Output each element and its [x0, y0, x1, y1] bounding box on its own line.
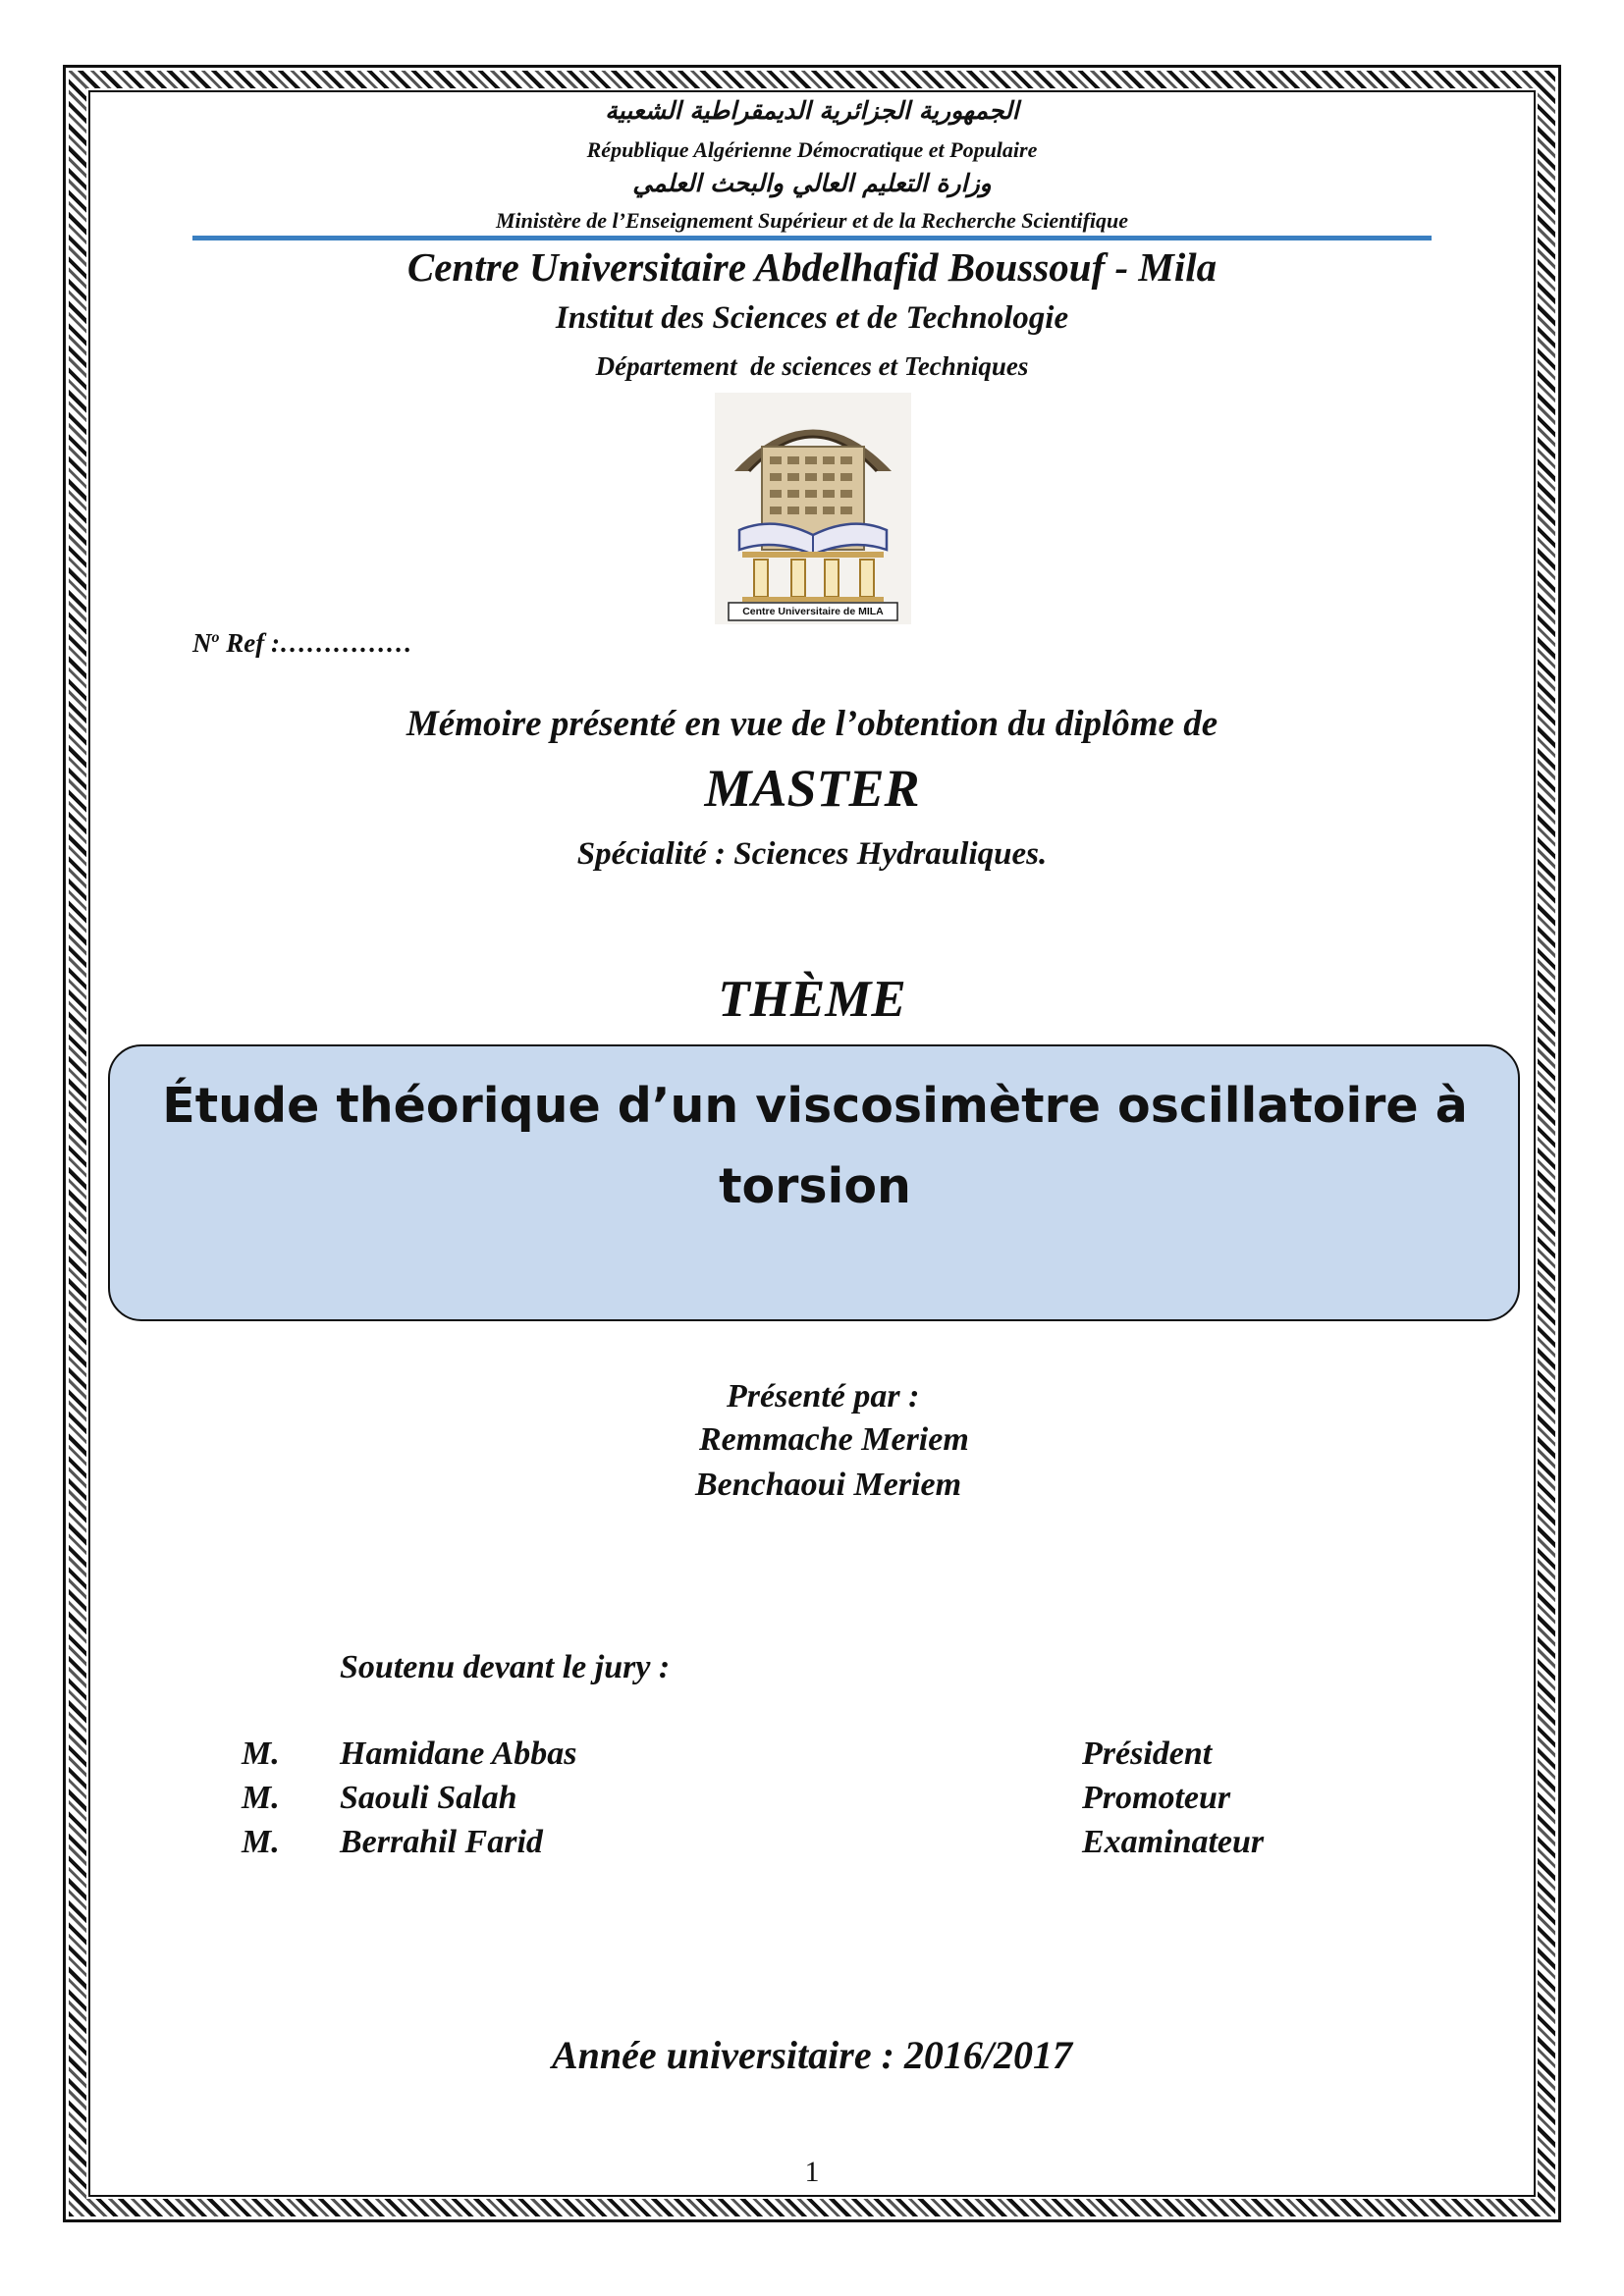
- department-name: Département de sciences et Techniques: [595, 351, 1029, 381]
- university-logo: [715, 393, 911, 624]
- speciality: Spécialité : Sciences Hydrauliques.: [576, 836, 1048, 872]
- reference-number: [192, 628, 412, 659]
- page-number: 1: [804, 2156, 820, 2188]
- degree-intro: Mémoire présenté en vue de l’obtention du diplôme de: [406, 704, 1218, 744]
- theme-title-line-2: torsion: [719, 1158, 911, 1214]
- logo-caption: Centre Universitaire de MILA: [742, 606, 884, 617]
- theme-title: [147, 1066, 1483, 1227]
- arabic-ministry-line: وزارة التعليم العالي والبحث العلمي: [632, 169, 992, 197]
- degree-title: MASTER: [704, 759, 920, 818]
- centre-name: Centre Universitaire Abdelhafid Boussouf - Mila: [406, 244, 1218, 290]
- author-2: Benchaoui Meriem: [695, 1467, 962, 1503]
- jury-title-2: M.: [242, 1780, 280, 1816]
- theme-heading: THÈME: [718, 971, 906, 1028]
- jury-name-2: Saouli Salah: [340, 1780, 517, 1816]
- jury-role-1: Président: [1082, 1735, 1213, 1772]
- jury-role-2: Promoteur: [1082, 1780, 1231, 1816]
- jury-label: Soutenu devant le jury :: [340, 1649, 671, 1685]
- ref-label: Ref :……………: [219, 628, 412, 658]
- jury-name-3: Berrahil Farid: [340, 1824, 543, 1860]
- presented-by-label: Présenté par :: [727, 1378, 920, 1415]
- header-rule: [192, 236, 1432, 240]
- jury-name-1: Hamidane Abbas: [340, 1735, 577, 1772]
- ref-prefix: N: [192, 628, 212, 658]
- arabic-republic-line: الجمهورية الجزائرية الديمقراطية الشعبية: [605, 96, 1019, 125]
- ref-superscript: o: [211, 629, 220, 646]
- ministry-line: Ministère de l’Enseignement Supérieur et de la Recherche Scientifique: [495, 208, 1129, 233]
- jury-title-3: M.: [242, 1824, 280, 1860]
- author-1: Remmache Meriem: [699, 1421, 969, 1458]
- republic-line: République Algérienne Démocratique et Populaire: [586, 137, 1038, 162]
- jury-title-1: M.: [242, 1735, 280, 1772]
- institute-name: Institut des Sciences et de Technologie: [555, 300, 1069, 336]
- academic-year: Année universitaire : 2016/2017: [551, 2033, 1073, 2077]
- university-logo-graphic: [715, 393, 911, 624]
- theme-title-line-1: Étude théorique d’un viscosimètre oscillatoire à: [162, 1078, 1468, 1134]
- jury-role-3: Examinateur: [1082, 1824, 1265, 1860]
